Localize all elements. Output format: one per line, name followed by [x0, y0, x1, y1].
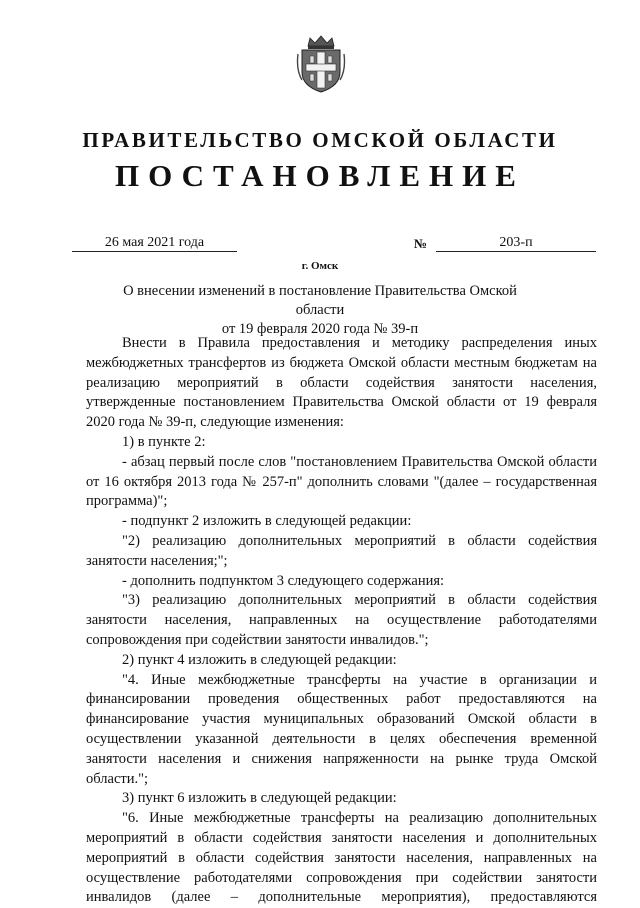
- paragraph: "4. Иные межбюджетные трансферты на участие в организации и финансировании проведения общественных работ предоставляются на финансирование участия муниципальных образований Омской области в осуществлении указанной деятельности в целях обеспечения временной занятости населения и снижения напряженности на рынке труда Омской области.";: [86, 671, 597, 787]
- subject-line-1: О внесении изменений в постановление Правительства Омской области: [123, 283, 517, 318]
- document-number: 203-п: [436, 234, 596, 252]
- organization-title: ПРАВИТЕЛЬСТВО ОМСКОЙ ОБЛАСТИ: [82, 128, 558, 152]
- paragraph: - подпункт 2 изложить в следующей редакции:: [122, 513, 412, 530]
- paragraph: 2) пункт 4 изложить в следующей редакции:: [122, 651, 397, 668]
- paragraph: - дополнить подпунктом 3 следующего содержания:: [122, 572, 445, 589]
- document-type-title: ПОСТАНОВЛЕНИЕ: [115, 158, 525, 193]
- paragraph: Внести в Правила предоставления и методику распределения иных межбюджетных трансфертов из бюджета Омской области местным бюджетам на реализацию мероприятий в области содействия занятости населения, утвержденные постановлением Правительства Омской области от 19 февраля 2020 года № 39-п, следующие изменения:: [86, 335, 597, 431]
- paragraph: - абзац первый после слов "постановлением Правительства Омской области от 16 октября 2013 года № 257-п" дополнить словами "(далее – государственная программа)";: [86, 453, 597, 510]
- paragraph: "2) реализацию дополнительных мероприятий в области содействия занятости населения;";: [86, 532, 597, 569]
- subject-line-2: от 19 февраля 2020 года № 39-п: [221, 321, 419, 337]
- document-body: [86, 334, 597, 908]
- paragraph: 3) пункт 6 изложить в следующей редакции:: [122, 790, 397, 807]
- paragraph: 1) в пункте 2:: [122, 433, 206, 450]
- omsk-coat-of-arms-icon: [296, 34, 346, 94]
- document-subject: [100, 282, 540, 339]
- number-label: №: [414, 236, 428, 251]
- paragraph: "6. Иные межбюджетные трансферты на реализацию дополнительных мероприятий в области содействия занятости населения и дополнительных мероприятий в области содействия занятости населения, направленных на осуществление работодателями сопровождения при содействии занятости инвалидов (далее – дополнительные мероприятия), предоставляются: [86, 810, 597, 906]
- paragraph: "3) реализацию дополнительных мероприятий в области содействия занятости населения, направленных на осуществление работодателями сопровождения при содействии занятости инвалидов.";: [86, 592, 597, 648]
- city-name: г. Омск: [301, 260, 339, 272]
- document-date: 26 мая 2021 года: [72, 234, 237, 252]
